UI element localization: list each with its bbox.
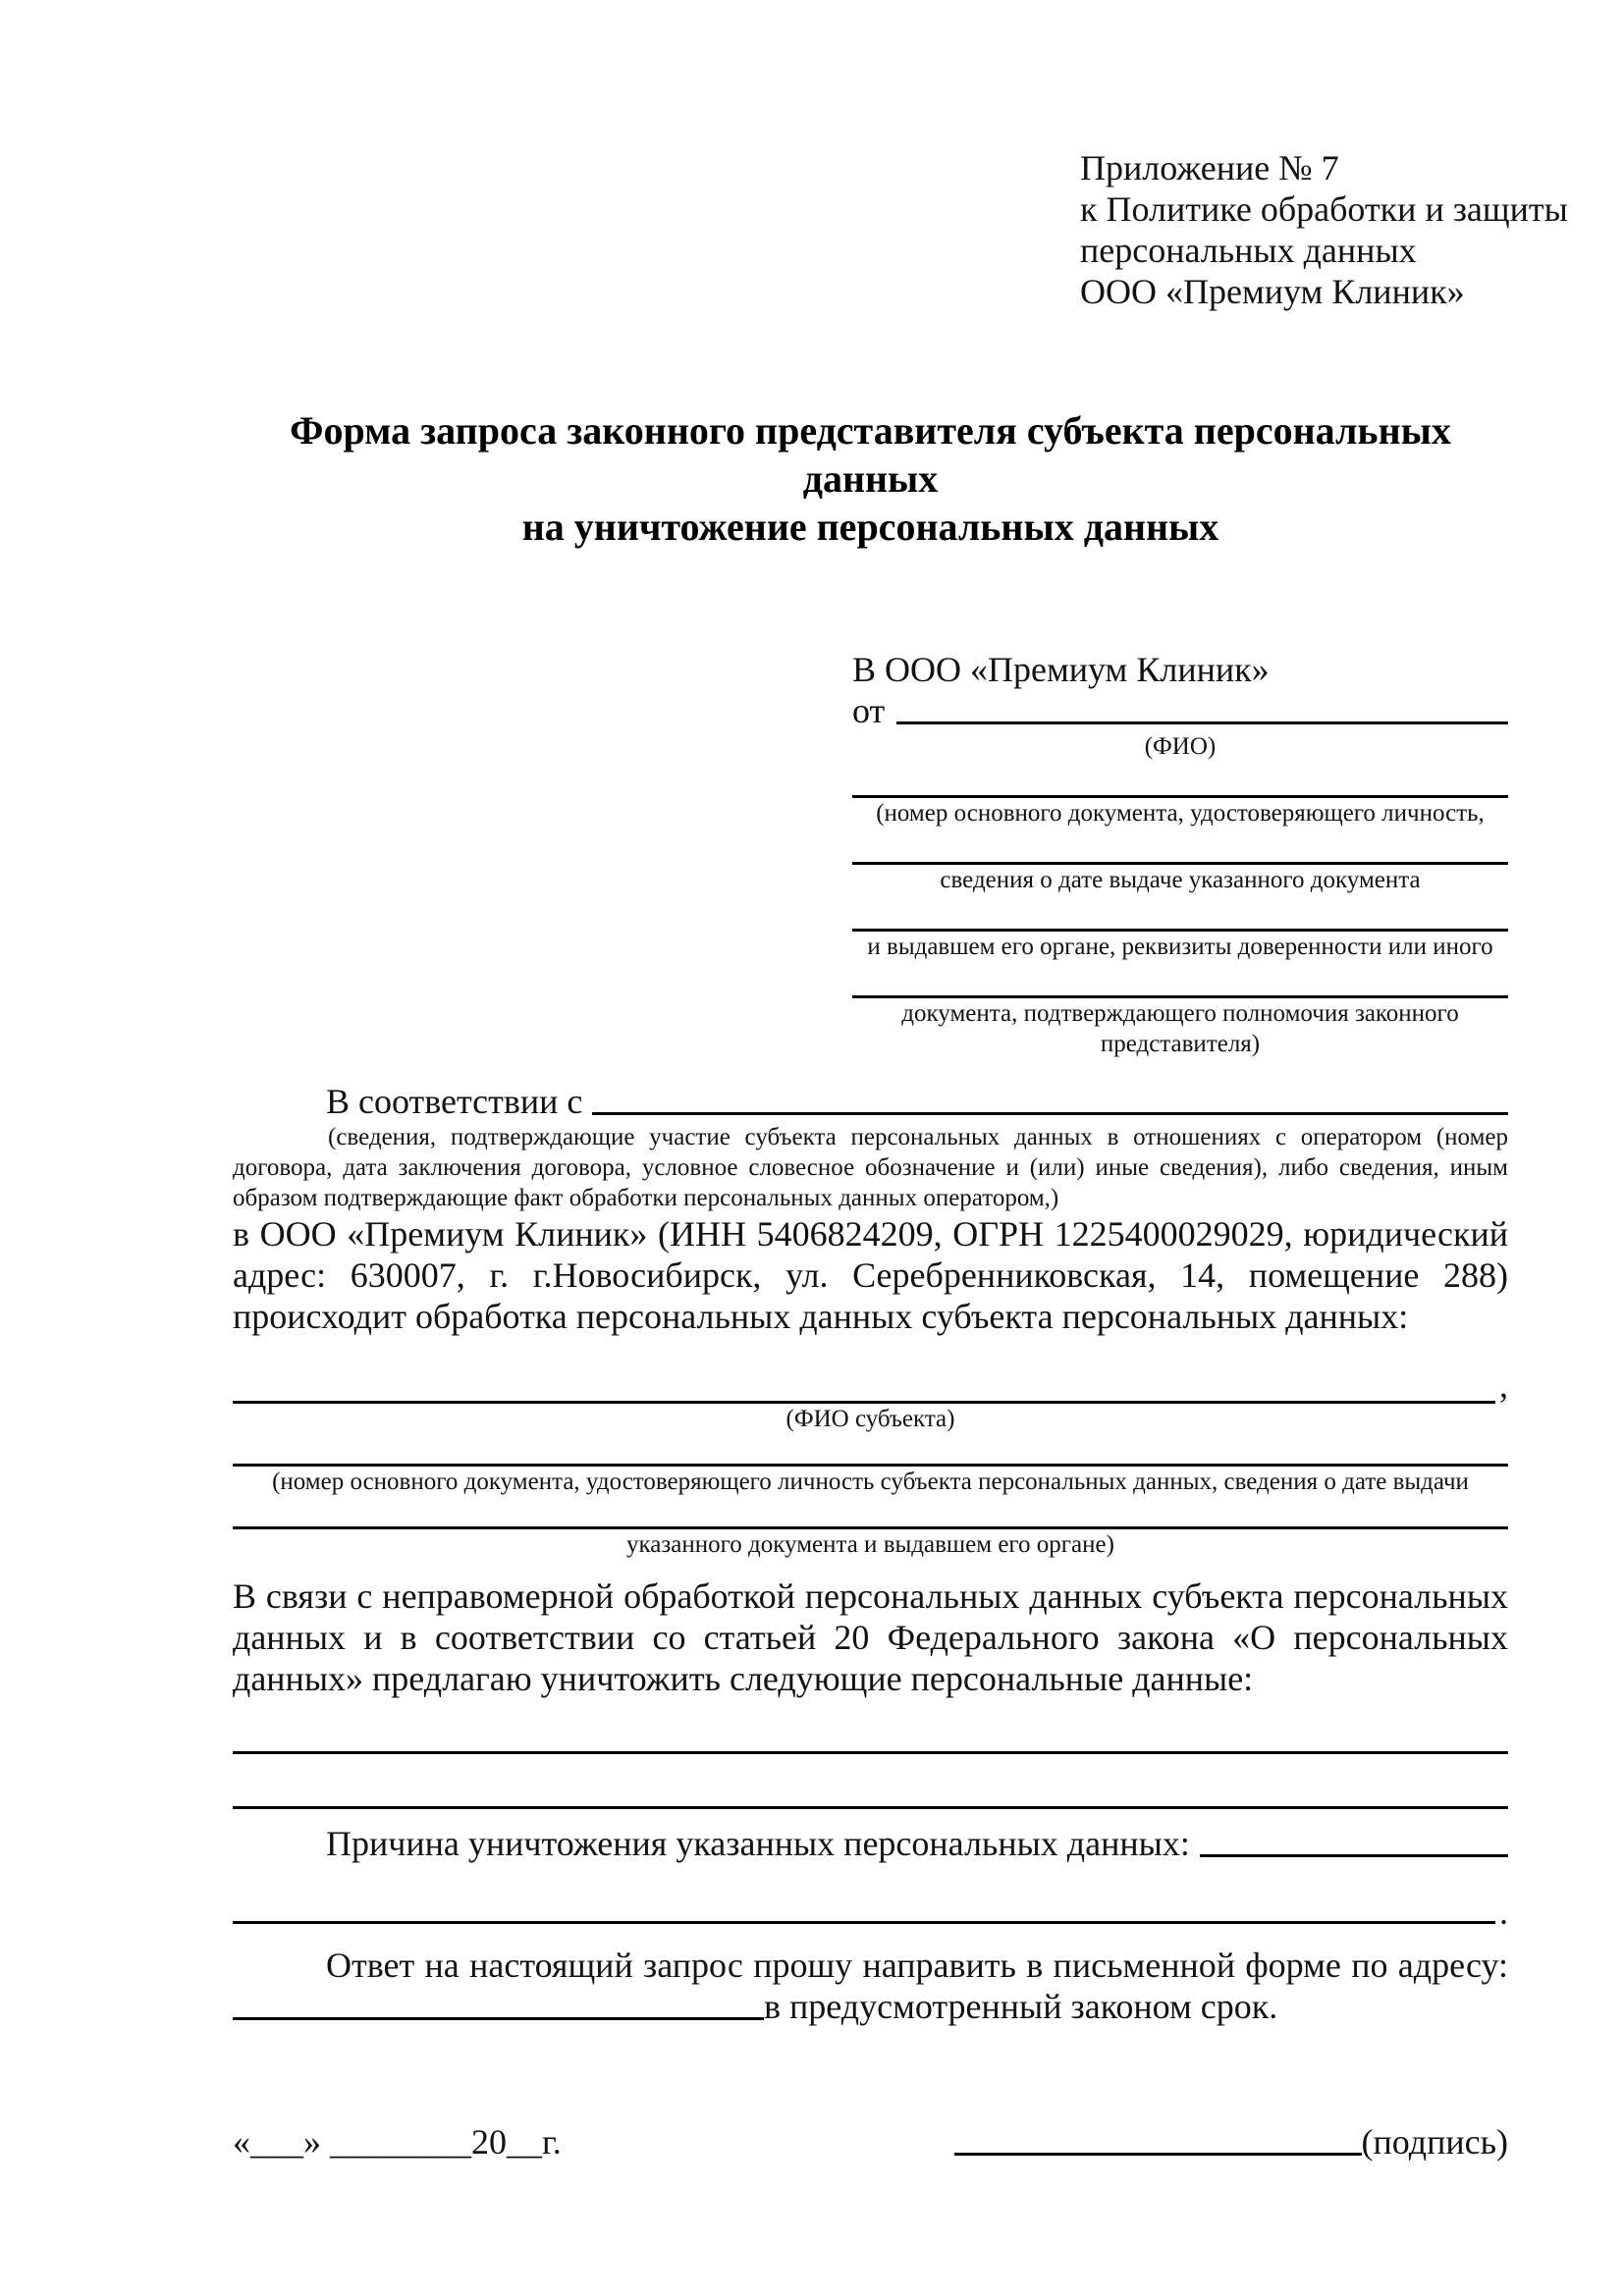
annex-header-line: к Политике обработки и защиты bbox=[1080, 189, 1568, 229]
addressee-from-row bbox=[852, 690, 1508, 731]
accordance-caption: (сведения, подтверждающие участие субъекта персональных данных в отношениях с оператором (номер договора, дата заключения договора, условное словесное обозначение и (или) иные сведения), либо сведения, иным образом подтверждающие факт обработки персональных данных оператором,) bbox=[233, 1124, 1508, 1211]
subject-doc-field bbox=[233, 1526, 1508, 1560]
representative-doc-field bbox=[852, 795, 1508, 828]
annex-header-block bbox=[1080, 147, 1568, 312]
field-caption: (номер основного документа, удостоверяющего личность, bbox=[876, 800, 1485, 827]
representative-doc-field bbox=[852, 995, 1508, 1059]
subject-doc-caption: (номер основного документа, удостоверяющего личность субъекта персональных данных, сведения о дате выдачи bbox=[272, 1468, 1469, 1495]
field-caption: и выдавшем его органе, реквизиты доверенности или иного bbox=[867, 934, 1493, 960]
trailing-comma: , bbox=[1499, 1365, 1508, 1405]
reply-tail-text: в предусмотренный законом срок. bbox=[764, 1987, 1278, 2026]
accordance-label: В соответствии с bbox=[326, 1082, 583, 1121]
data-fill-line bbox=[233, 1806, 1508, 1809]
form-title-line-1: Форма запроса законного представителя субъекта персональных данных bbox=[290, 408, 1451, 501]
form-body bbox=[233, 1081, 1508, 2163]
representative-doc-field bbox=[852, 862, 1508, 895]
signature-group bbox=[954, 2121, 1508, 2163]
fill-line bbox=[233, 1921, 1495, 1924]
fio-caption: (ФИО) bbox=[1144, 733, 1217, 760]
reply-address-row bbox=[233, 1986, 1508, 2027]
form-title bbox=[233, 406, 1508, 551]
document-content bbox=[233, 147, 1568, 2163]
subject-fio-caption: (ФИО субъекта) bbox=[785, 1406, 955, 1432]
operator-paragraph: в ООО «Премиум Клиник» (ИНН 5406824209, ОГРН 1225400029029, юридический адрес: 630007, г. г.Новосибирск, ул. Серебренниковская, 14, помещение 288) происходит обработка персональных данных субъекта персональных данных: bbox=[233, 1214, 1508, 1336]
accordance-row bbox=[233, 1081, 1508, 1122]
signature-caption: (подпись) bbox=[1361, 2122, 1508, 2162]
field-caption: сведения о дате выдаче указанного документа bbox=[940, 867, 1421, 893]
annex-header-line: персональных данных bbox=[1080, 231, 1417, 270]
addressee-to-line: В ООО «Премиум Клиник» bbox=[852, 650, 1270, 689]
representative-doc-field bbox=[852, 929, 1508, 962]
signature-fill-line bbox=[954, 2153, 1362, 2156]
reply-paragraph: Ответ на настоящий запрос прошу направить в письменной форме по адресу: bbox=[326, 1946, 1508, 1985]
reason-label: Причина уничтожения указанных персональных данных: bbox=[326, 1824, 1190, 1863]
form-title-line-2: на уничтожение персональных данных bbox=[521, 505, 1219, 549]
address-fill-line bbox=[233, 2017, 764, 2020]
annex-header-line: ООО «Премиум Клиник» bbox=[1080, 272, 1465, 311]
from-label: от bbox=[852, 691, 886, 730]
trailing-period: . bbox=[1499, 1893, 1508, 1932]
reason-row bbox=[233, 1823, 1508, 1864]
date-signature-row bbox=[233, 2121, 1508, 2163]
reason-continuation-row bbox=[233, 1894, 1508, 1931]
addressee-block bbox=[852, 649, 1508, 1059]
field-caption: документа, подтверждающего полномочия законного представителя) bbox=[901, 1000, 1459, 1057]
unlawful-processing-paragraph: В связи с неправомерной обработкой персональных данных субъекта персональных данных и в соответствии со статьей 20 Федерального закона «О персональных данных» предлагаю уничтожить следующие персональные данные: bbox=[233, 1576, 1508, 1698]
from-fill-line bbox=[896, 721, 1508, 724]
annex-header-line: Приложение № 7 bbox=[1080, 148, 1339, 187]
reason-fill-line bbox=[1200, 1854, 1508, 1857]
subject-fio-field bbox=[233, 1366, 1508, 1434]
accordance-fill-line bbox=[592, 1112, 1508, 1115]
data-fill-line bbox=[233, 1751, 1508, 1754]
date-line: «___» ________20__г. bbox=[233, 2122, 562, 2162]
subject-doc-field bbox=[233, 1464, 1508, 1497]
subject-doc-caption: указанного документа и выдавшем его органе) bbox=[626, 1531, 1114, 1558]
